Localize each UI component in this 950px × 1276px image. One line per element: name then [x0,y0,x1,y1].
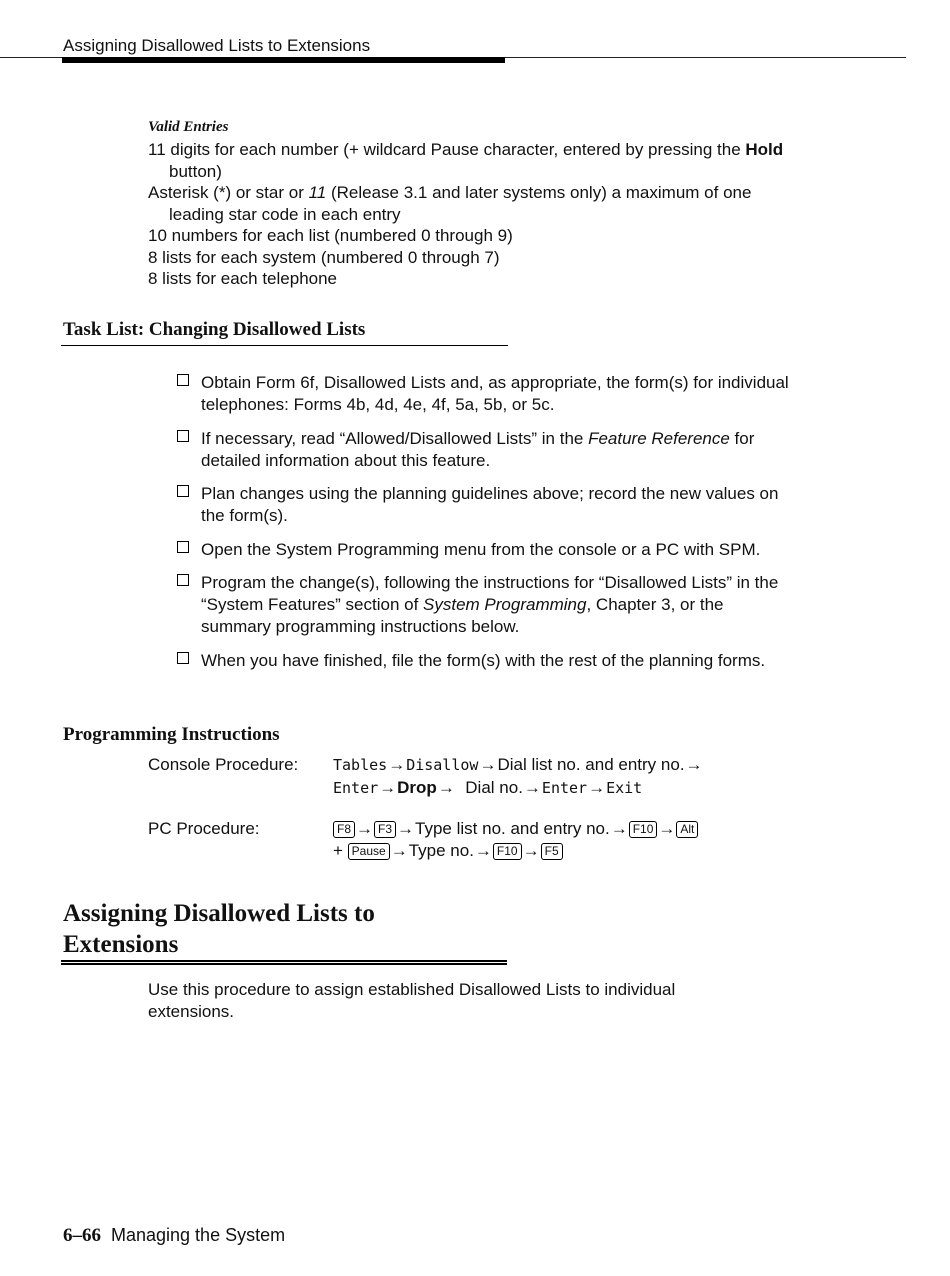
f3-key-icon: F3 [374,821,396,838]
section-rule-top [61,960,507,962]
task-item-obtain-forms: Obtain Form 6f, Disallowed Lists and, as appropriate, the form(s) for individual telephones: Forms 4b, 4d, 4e, 4f, 5a, 5b, or 5c. [177,372,797,416]
section-intro: Use this procedure to assign established Disallowed Lists to individual extensions. [148,980,676,1021]
task-item-file-forms: When you have finished, file the form(s) with the rest of the planning forms. [177,650,797,672]
pc-procedure-label: PC Procedure: [148,819,260,838]
checkbox-icon [177,574,189,586]
pc-procedure-steps [333,818,698,861]
console-procedure-label: Console Procedure: [148,755,299,774]
page-footer [63,1225,285,1247]
valid-entry-telephone-lists: 8 lists for each telephone [148,269,338,288]
task-list-rule [61,345,508,346]
section-title: Assigning Disallowed Lists to Extensions [63,900,375,958]
header-rule-thick [62,57,505,63]
checkbox-icon [177,541,189,553]
page-number: 6–66 [63,1225,101,1246]
pc-step-line-2: + Pause →Type no.→ F10 → F5 [333,840,698,862]
valid-entries-list [148,139,808,290]
task-item-plan-changes: Plan changes using the planning guidelines above; record the new values on the form(s). [177,483,797,527]
console-step-line-2: Enter→Drop→ Dial no.→Enter→Exit [333,777,643,797]
pc-step-line-1: F8 → F3 →Type list no. and entry no.→ F10 → Alt [333,818,698,840]
alt-key-icon: Alt [676,821,698,838]
f8-key-icon: F8 [333,821,355,838]
footer-label: Managing the System [111,1225,286,1245]
checkbox-icon [177,652,189,664]
task-item-read-reference: If necessary, read “Allowed/Disallowed Lists” in the Feature Reference for detailed information about this feature. [177,428,797,472]
valid-entry-system-lists: 8 lists for each system (numbered 0 through 7) [148,247,500,267]
task-item-program-changes: Program the change(s), following the instructions for “Disallowed Lists” in the “System Features” section of System Programming, Chapter 3, or the summary programming instructions below. [177,572,797,638]
checkbox-icon [177,485,189,497]
valid-entries-title: Valid Entries [148,119,229,135]
pause-key-icon: Pause [348,843,390,860]
f10-key-icon: F10 [493,843,522,860]
checkbox-icon [177,374,189,386]
valid-entry-asterisk: Asterisk (*) or star or 11 (Release 3.1 and later systems only) a maximum of one leading star code in each entry [148,183,752,224]
console-procedure-steps [333,754,704,799]
programming-instructions-heading: Programming Instructions [63,724,280,745]
console-step-line-1: Tables→Disallow→Dial list no. and entry no.→ [333,755,703,774]
valid-entry-digits: 11 digits for each number (+ wildcard Pause character, entered by pressing the Hold button) [148,140,784,181]
running-head: Assigning Disallowed Lists to Extensions [63,36,371,55]
checkbox-icon [177,430,189,442]
task-list-heading: Task List: Changing Disallowed Lists [63,319,366,340]
task-item-open-menu: Open the System Programming menu from the console or a PC with SPM. [177,539,797,561]
f5-key-icon: F5 [541,843,563,860]
task-checklist [177,372,797,684]
f10-key-icon: F10 [629,821,658,838]
section-rule-bottom [61,963,507,965]
valid-entry-numbers: 10 numbers for each list (numbered 0 through 9) [148,226,513,245]
